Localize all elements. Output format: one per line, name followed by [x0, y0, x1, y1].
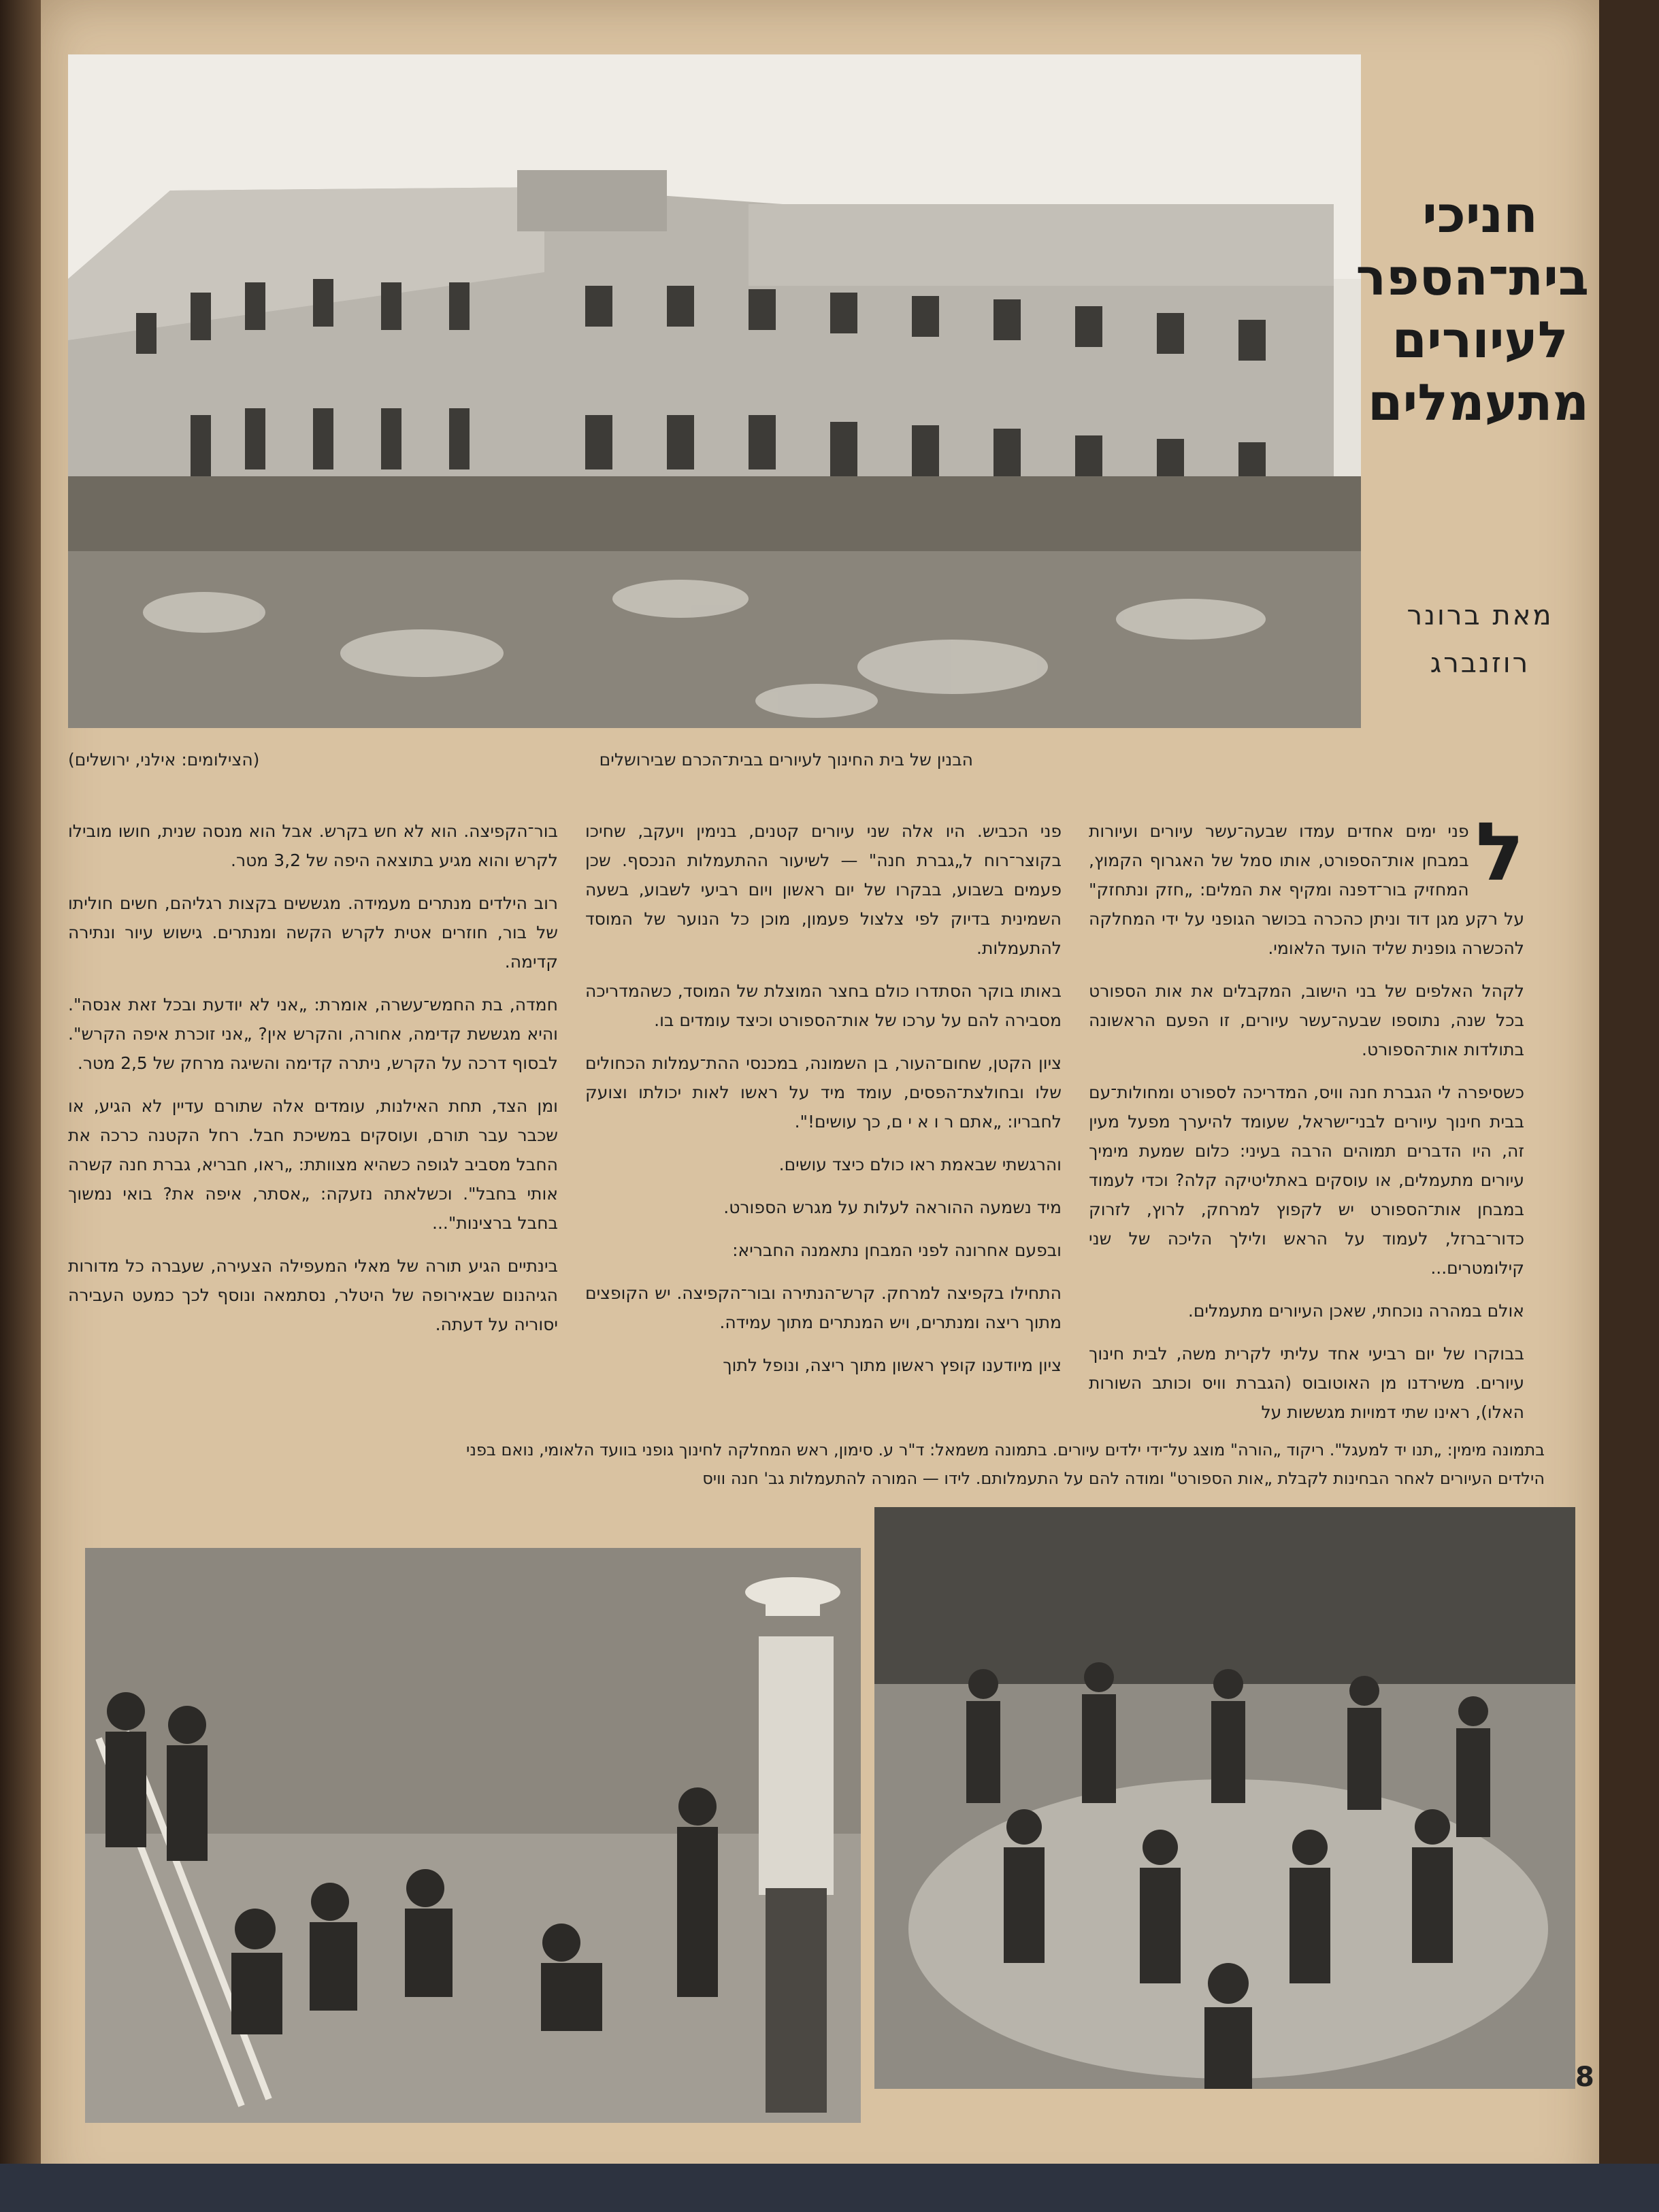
col2-paragraph-6: ובפעם אחרונה לפני המבחן נתאמנה החבריא:	[732, 1240, 1062, 1260]
title-line-1: חניכי	[1422, 186, 1538, 244]
col3-paragraph-3: חמדה, בת החמש־עשרה, אומרת: „אני לא יודעת ובכל זאת אנסה". והיא מגששת קדימה, אחורה, והקרש אין? „אני זוכרת איפה הקרש". לבסוף דרכה על הקרש, ניתרה קדימה והשיגה מרחק של 2,5 מטר.	[68, 995, 558, 1073]
col1-paragraph-3: כשסיפרה לי הגברת חנה וויס, המדריכה לספורט ומחולות־עם בבית חינוך עיורים לבני־ישראל, שעומד להיערך מפעל מעין זה, היו הדברים תמוהים הרבה בעיני: כלום שמעת מימיך עיורים מתעמלים, או עוסקים באתליטיקה קלה? וכדי לעמוד במבחן אות־הספורט יש לקפוץ למרחק, לרוץ, לזרוק כדור־ברזל, לעמוד על הראש ולילך הליכה של שני קילומטרים...	[1089, 1083, 1524, 1278]
magazine-page	[41, 0, 1599, 2212]
article-title	[1356, 184, 1589, 434]
drop-cap: ל	[1475, 805, 1524, 899]
col2-paragraph-1: פני הכביש. היו אלה שני עיורים קטנים, בנימין ויעקב, שחיכו בקוצר־רוח ל„גברת חנה" — לשיעור ההתעמלות הנכסף. שכן פעמים בשבוע, בבקרו של יום ראשון ויום רביעי לשבוע, בשעה השמינית בדיוק לפי צלצול פעמון, מוכן כל הנוער של המוסד להתעמלות.	[585, 821, 1062, 958]
byline-line-2: רוזנברג	[1430, 648, 1530, 679]
building-photo	[68, 54, 1361, 728]
article-byline	[1375, 592, 1586, 687]
title-line-4: מתעמלים	[1367, 374, 1589, 432]
col3-paragraph-1: בור־הקפיצה. הוא לא חש בקרש. אבל הוא מנסה שנית, חושו מובילו לקרש והוא מגיע בתוצאה היפה של 3,2 מטר.	[68, 821, 558, 870]
col3-paragraph-2: רוב הילדים מנתרים מעמידה. מגששים בקצות רגליהם, חשים חוליתו של בור, חוזרים אטית לקרש הקשה ומנתרים. גישוש עיור ונתירה קדימה.	[68, 893, 558, 972]
bottom-photos-caption	[95, 1436, 1545, 1493]
title-line-2: בית־הספר	[1356, 248, 1589, 307]
col2-paragraph-8: ציון מיודענו קופץ ראשון מתוך ריצה, ונופל לתוך	[723, 1355, 1062, 1375]
bottom-caption-line-1: בתמונה מימין: „תנו יד למעגל". ריקוד „הורה" מוצג על־ידי ילדים עיורים. בתמונה משמאל: ד"ר ע. סימון, ראש המחלקה לחינוך גופני בוועד הלאומי, נואם בפני	[465, 1440, 1545, 1459]
photo-credit: (הצילומים: אילני, ירושלים)	[68, 750, 260, 770]
teacher-speaking-photo	[85, 1548, 861, 2123]
article-column-1	[1089, 805, 1524, 1440]
table-surface	[0, 2164, 1659, 2212]
byline-line-1: מאת ברונר	[1407, 600, 1554, 631]
col2-paragraph-3: ציון הקטן, שחום־העור, בן השמונה, במכנסי ההת־עמלות הכחולים שלו ובחולצת־הפסים, עומד מיד על ראשו לאות יכולתו וצועק לחבריו: „אתם ר ו א י ם, כך עושים!".	[585, 1053, 1062, 1132]
col2-paragraph-5: מיד נשמעה ההוראה לעלות על מגרש הספורט.	[723, 1198, 1062, 1217]
page-number: 8	[1575, 2062, 1594, 2093]
article-column-2	[585, 816, 1062, 1393]
col2-paragraph-2: באותו בוקר הסתדרו כולם בחצר המוצלת של המוסד, כשהמדריכה מסבירה להם על ערכו של אות־הספורט וכיצד עומדים בו.	[585, 981, 1062, 1030]
col1-paragraph-1: ל פני ימים אחדים עמדו שבעה־עשר עיורים ועיורות במבחן אות־הספורט, אותו סמל של האגרוף הקמוץ, המחזיק בור־דפנה ומקיף את המלים: „חזק ונתחזק" על רקע מגן דוד וניתן כהכרה בכושר הגופני על ידי המחלקה להכשרה גופנית שליד הועד הלאומי.	[1089, 805, 1524, 958]
col1-paragraph-2: לקהל האלפים של בני הישוב, המקבלים את אות הספורט בכל שנה, נתוספו שבעה־עשר עיורים, זו הפעם הראשונה בתולדות אות־הספורט.	[1089, 981, 1524, 1059]
col3-paragraph-5: בינתיים הגיע תורה של מאלי המעפילה הצעירה, שעברה כל מדורות הגיהנום שבאירופה של היטלר, נסתמאה ונוסף לכך כמעט העבירה יסוריה על דעתה.	[68, 1256, 558, 1334]
col2-paragraph-4: והרגשתי שבאמת ראו כולם כיצד עושים.	[778, 1155, 1062, 1174]
col1-paragraph-4: אולם במהרה נוכחתי, שאכן העיורים מתעמלים.	[1187, 1301, 1524, 1321]
title-line-3: לעיורים	[1392, 311, 1568, 369]
building-caption: הבנין של בית החינוך לעיורים בבית־הכרם שבירושלים	[599, 750, 973, 770]
hora-dance-photo	[874, 1507, 1575, 2089]
col3-paragraph-4: ומן הצד, תחת האילנות, עומדים אלה שתורם עדיין לא הגיע, או שכבר עבר תורם, ועוסקים במשיכת חבל. רחל הקטנה כרכה את החבל מסביב לגופה כשהיא מצוותת: „ראו, חבריא, גברת חנה קשרה אותי בחבל". וכשלאתה נזעקה: „אסתר, איפה את? בואי נמשוך בחבל ברצינות"...	[68, 1096, 558, 1233]
book-spine	[0, 0, 41, 2212]
bottom-caption-line-2: הילדים העיורים לאחר הבחינות לקבלת „אות הספורט" ומודה להם על התעמלותם. לידו — המורה להתעמלות גב' חנה וויס	[702, 1469, 1545, 1488]
col2-paragraph-7: התחילו בקפיצה למרחק. קרש־הנתירה ובור־הקפיצה. יש הקופצים מתוך ריצה ומנתרים, ויש המנתרים מתוך עמידה.	[585, 1283, 1062, 1332]
article-column-3	[68, 816, 558, 1353]
col1-paragraph-5: בבוקרו של יום רביעי אחד עליתי לקרית משה, לבית חינוך עיורים. משירדנו מן האוטובוס (הגברת וויס וכותב השורות האלו), ראינו שתי דמויות מגששות על	[1089, 1344, 1524, 1422]
